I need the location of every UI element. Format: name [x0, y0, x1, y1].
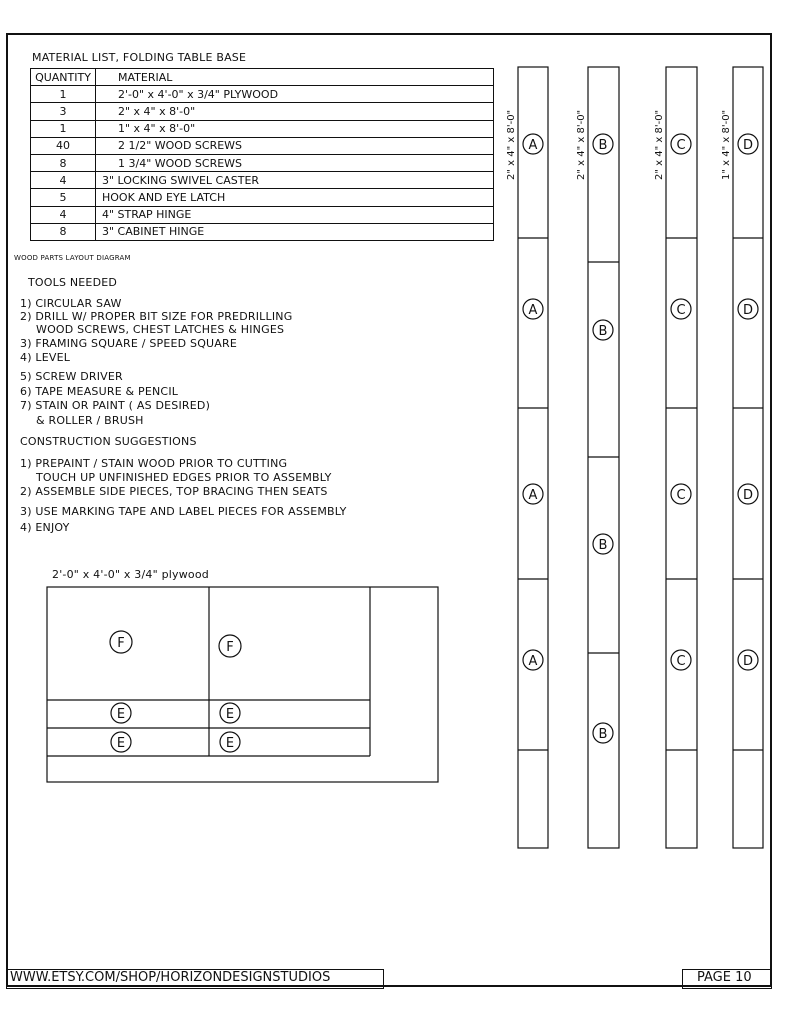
- quantity-cell: 4: [31, 172, 96, 189]
- part-label-d: D: [742, 654, 754, 669]
- page-number: PAGE 10: [697, 970, 752, 985]
- material-cell: 2'-0" x 4'-0" x 3/4" PLYWOOD: [96, 86, 494, 103]
- quantity-cell: 5: [31, 189, 96, 206]
- construction-item: TOUCH UP UNFINISHED EDGES PRIOR TO ASSEMBLY: [36, 471, 332, 484]
- board-d: [733, 67, 763, 848]
- part-label-f: F: [226, 640, 234, 655]
- board-c-dimension: 2" x 4" x 8'-0": [654, 109, 665, 180]
- board-a-dimension: 2" x 4" x 8'-0": [506, 109, 517, 180]
- board-b-dimension: 2" x 4" x 8'-0": [576, 109, 587, 180]
- footer-url: WWW.ETSY.COM/SHOP/HORIZONDESIGNSTUDIOS: [10, 970, 331, 985]
- part-label-e: E: [225, 736, 235, 751]
- quantity-cell: 3: [31, 103, 96, 120]
- material-cell: 1" x 4" x 8'-0": [96, 120, 494, 137]
- part-label-d: D: [742, 303, 754, 318]
- construction-item: 1) PREPAINT / STAIN WOOD PRIOR TO CUTTING: [20, 457, 288, 470]
- material-cell: 4" STRAP HINGE: [96, 206, 494, 223]
- part-label-f: F: [117, 636, 125, 651]
- part-label-e: E: [225, 707, 235, 722]
- part-label-a: A: [528, 303, 538, 318]
- part-label-c: C: [676, 303, 686, 318]
- material-cell: 1 3/4" WOOD SCREWS: [96, 154, 494, 171]
- part-label-a: A: [528, 138, 538, 153]
- quantity-cell: 1: [31, 120, 96, 137]
- layout-diagram-caption: WOOD PARTS LAYOUT DIAGRAM: [14, 254, 131, 262]
- construction-item: 3) USE MARKING TAPE AND LABEL PIECES FOR ASSEMBLY: [20, 505, 347, 518]
- footer-page-box: [682, 969, 772, 989]
- quantity-cell: 8: [31, 154, 96, 171]
- material-cell: 3" LOCKING SWIVEL CASTER: [96, 172, 494, 189]
- tool-item: 6) TAPE MEASURE & PENCIL: [20, 385, 179, 398]
- footer-url-box: [6, 969, 384, 989]
- board-d-dimension: 1" x 4" x 8'-0": [721, 109, 732, 180]
- material-header: MATERIAL: [96, 69, 494, 86]
- part-label-c: C: [676, 138, 686, 153]
- part-label-d: D: [742, 488, 754, 503]
- part-label-e: E: [116, 736, 126, 751]
- quantity-cell: 40: [31, 137, 96, 154]
- quantity-header: QUANTITY: [31, 69, 96, 86]
- plywood-sheet: [47, 587, 438, 782]
- quantity-cell: 4: [31, 206, 96, 223]
- part-label-b: B: [598, 324, 608, 339]
- part-label-e: E: [116, 707, 126, 722]
- part-label-a: A: [528, 654, 538, 669]
- material-cell: 2 1/2" WOOD SCREWS: [96, 137, 494, 154]
- plywood-label: 2'-0" x 4'-0" x 3/4" plywood: [52, 568, 209, 581]
- tool-item: 4) LEVEL: [20, 351, 71, 364]
- tool-item: 5) SCREW DRIVER: [20, 370, 123, 383]
- material-cell: HOOK AND EYE LATCH: [96, 189, 494, 206]
- tool-item: & ROLLER / BRUSH: [36, 414, 144, 427]
- construction-item: 4) ENJOY: [20, 521, 70, 534]
- tool-item: 7) STAIN OR PAINT ( AS DESIRED): [20, 399, 211, 412]
- board-a: [518, 67, 548, 848]
- construction-item: 2) ASSEMBLE SIDE PIECES, TOP BRACING THEN SEATS: [20, 485, 328, 498]
- part-label-d: D: [742, 138, 754, 153]
- part-label-b: B: [598, 138, 608, 153]
- part-label-c: C: [676, 654, 686, 669]
- material-cell: 2" x 4" x 8'-0": [96, 103, 494, 120]
- tool-item: 2) DRILL W/ PROPER BIT SIZE FOR PREDRILLING: [20, 310, 293, 323]
- quantity-cell: 1: [31, 86, 96, 103]
- part-label-b: B: [598, 727, 608, 742]
- tool-item: 1) CIRCULAR SAW: [20, 297, 122, 310]
- material-cell: 3" CABINET HINGE: [96, 223, 494, 240]
- quantity-cell: 8: [31, 223, 96, 240]
- material-list-title: MATERIAL LIST, FOLDING TABLE BASE: [32, 51, 247, 64]
- construction-heading: CONSTRUCTION SUGGESTIONS: [20, 435, 197, 448]
- part-label-b: B: [598, 538, 608, 553]
- tool-item: WOOD SCREWS, CHEST LATCHES & HINGES: [36, 323, 285, 336]
- tools-heading: TOOLS NEEDED: [28, 276, 118, 289]
- board-c: [666, 67, 697, 848]
- part-label-a: A: [528, 488, 538, 503]
- tool-item: 3) FRAMING SQUARE / SPEED SQUARE: [20, 337, 238, 350]
- part-label-c: C: [676, 488, 686, 503]
